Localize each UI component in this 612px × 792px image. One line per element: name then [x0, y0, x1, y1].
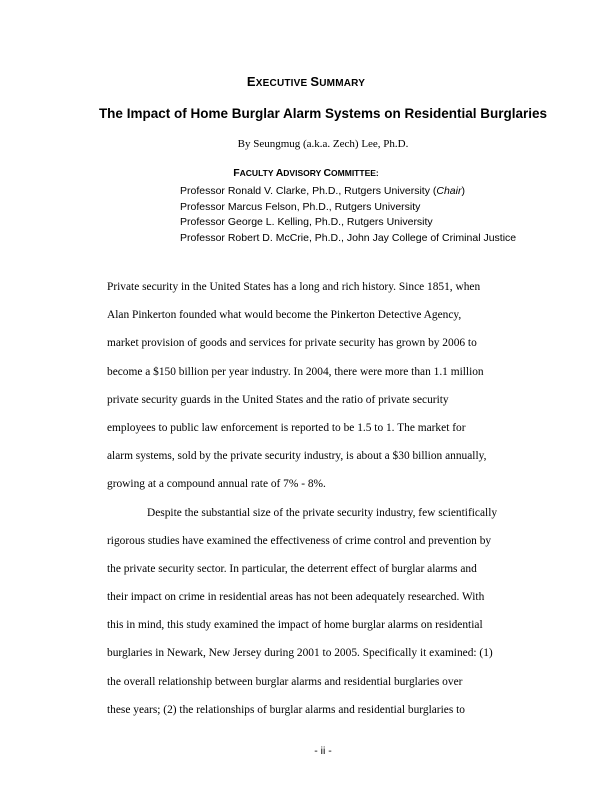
- text-line: the overall relationship between burglar alarms and residential burglaries over: [107, 675, 463, 688]
- text-line: become a $150 billion per year industry. In 2004, there were more than 1.1 million: [107, 365, 484, 378]
- text-line: burglaries in Newark, New Jersey during 2001 to 2005. Specifically it examined: (1): [107, 647, 493, 660]
- text-line: Alan Pinkerton founded what would become the Pinkerton Detective Agency,: [107, 309, 462, 322]
- text-line: this in mind, this study examined the impact of home burglar alarms on residential: [107, 619, 483, 632]
- text-line: rigorous studies have examined the effectiveness of crime control and prevention by: [107, 534, 492, 547]
- committee-members: [180, 184, 516, 246]
- text-line: market provision of goods and services for private security has grown by 2006 to: [107, 337, 477, 350]
- page-number: - ii -: [314, 745, 332, 757]
- body-text: [107, 273, 547, 724]
- text-line: private security guards in the United States and the ratio of private security: [107, 393, 449, 406]
- committee-member: Professor Marcus Felson, Ph.D., Rutgers University: [180, 200, 421, 213]
- committee-heading: FACULTY ADVISORY COMMITTEE:: [233, 167, 379, 179]
- committee-member: Professor George L. Kelling, Ph.D., Rutgers University: [180, 216, 433, 228]
- page-title: EXECUTIVE SUMMARY: [246, 74, 366, 89]
- member-role: Chair: [436, 185, 462, 197]
- text-line: their impact on crime in residential areas has not been adequately researched. With: [107, 591, 485, 604]
- text-line: Private security in the United States has a long and rich history. Since 1851, when: [107, 281, 481, 293]
- text-line: these years; (2) the relationships of burglar alarms and residential burglaries to: [107, 703, 465, 716]
- committee-member: Professor Robert D. McCrie, Ph.D., John Jay College of Criminal Justice: [180, 231, 517, 244]
- text-line: alarm systems, sold by the private security industry, is about a $30 billion annually,: [107, 450, 487, 463]
- document-subtitle: The Impact of Home Burglar Alarm Systems on Residential Burglaries: [98, 106, 548, 121]
- text-line: employees to public law enforcement is reported to be 1.5 to 1. The market for: [107, 421, 466, 434]
- author-line: By Seungmug (a.k.a. Zech) Lee, Ph.D.: [237, 138, 409, 150]
- committee-member: Professor Ronald V. Clarke, Ph.D., Rutgers University (Chair): [180, 185, 465, 197]
- text-line: the private security sector. In particular, the deterrent effect of burglar alarms and: [107, 562, 477, 575]
- text-line: Despite the substantial size of the private security industry, few scientifically: [147, 506, 498, 519]
- text-line: growing at a compound annual rate of 7% - 8%.: [107, 478, 326, 491]
